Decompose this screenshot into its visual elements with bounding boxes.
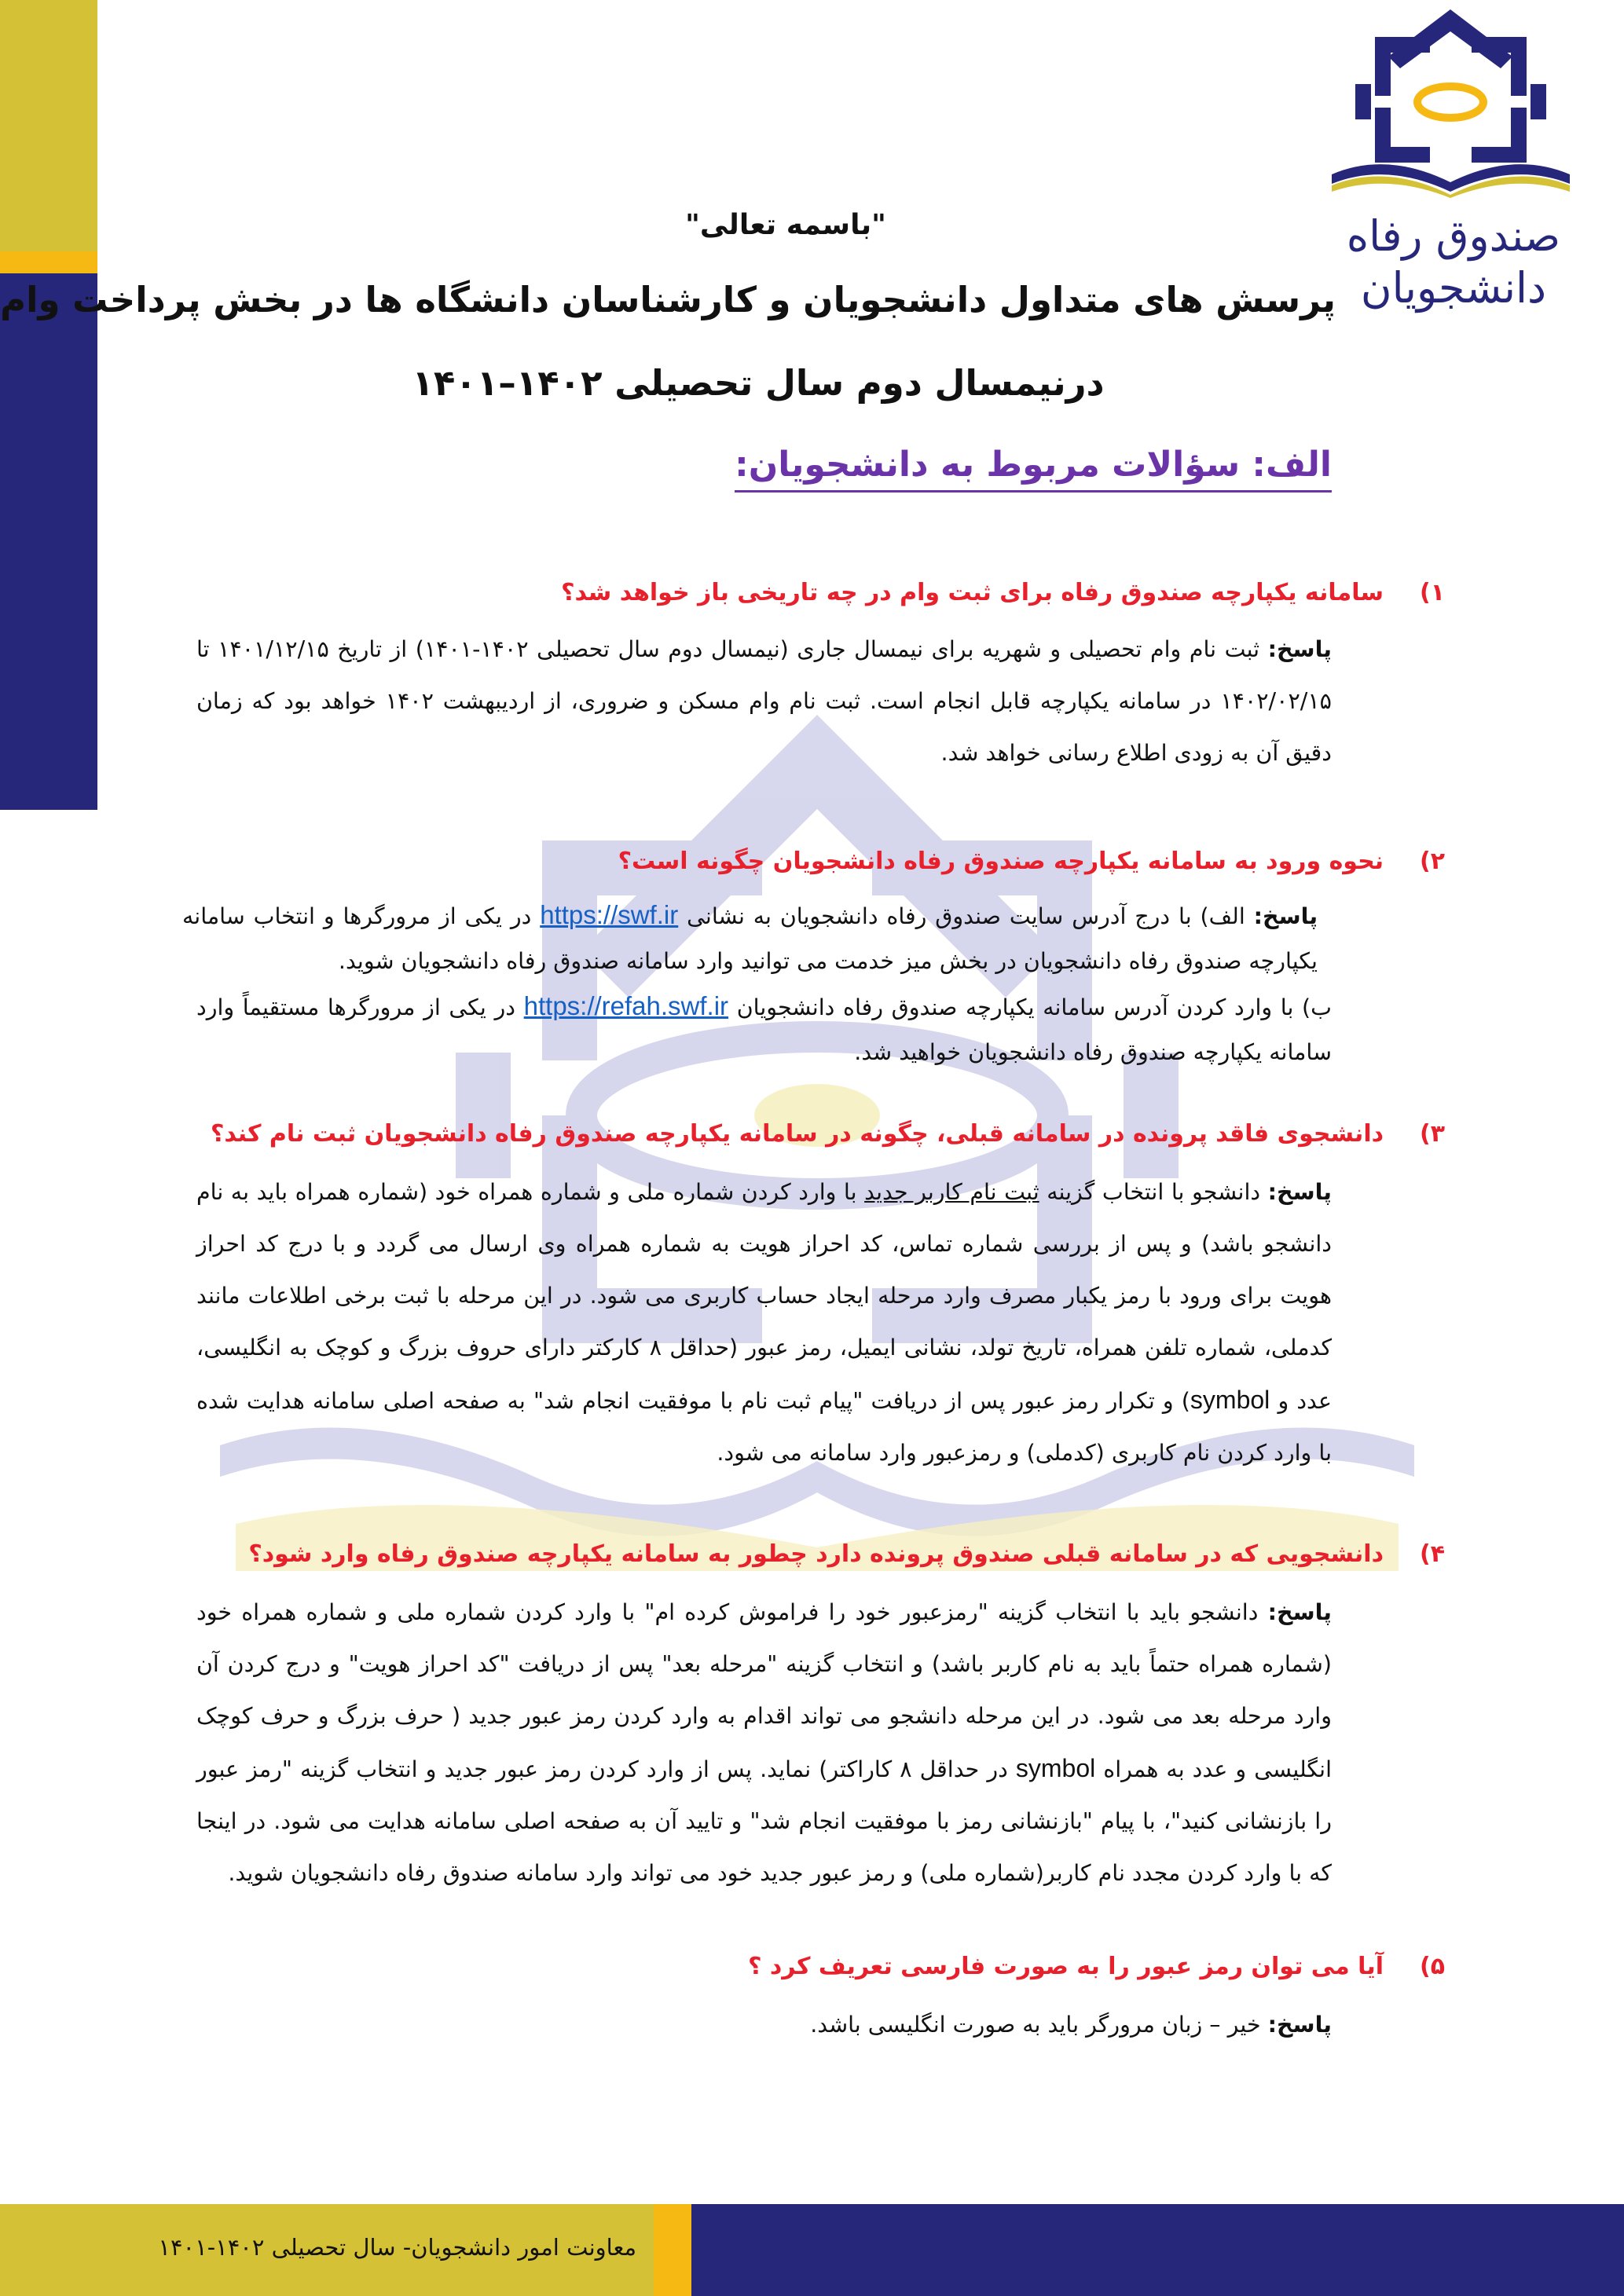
question-number: ۳) xyxy=(1419,1120,1445,1148)
answer-label: پاسخ: xyxy=(1267,2012,1332,2038)
new-user-option: ثبت نام کاربر جدید xyxy=(864,1179,1039,1205)
faq-answer-2b xyxy=(196,983,1332,1075)
question-text: دانشجوی فاقد پرونده در سامانه قبلی، چگونه در سامانه یکپارچه صندوق رفاه دانشجویان ثبت نام کند؟ xyxy=(211,1120,1384,1148)
faq-question-4 xyxy=(248,1537,1445,1572)
faq-answer-4 xyxy=(196,1587,1332,1899)
answer-text-1: دانشجو باید با انتخاب گزینه "رمزعبور خود را فراموش کرده ام" با وارد کردن شماره ملی و شماره همراه خود (شماره همراه حتماً باید به نام کاربر باشد) و انتخاب گزینه "مرحله بعد" پس از دریافت "کد احراز هویت" و درج کردن آن وارد مرحله بعد می شود. در این مرحله دانشجو می تواند اقدام به وارد کردن رمز عبور جدید ( حرف بزرگ و حرف کوچک انگلیسی و عدد به همراه xyxy=(196,1599,1333,1782)
answer-text-2: در حداقل ۸ کاراکتر) نماید. پس از وارد کردن رمز عبور جدید و انتخاب گزینه "رمز عبور را بازنشانی کنید"، با پیام "بازنشانی رمز با موفقیت انجام شد" و تایید آن به صفحه اصلی سامانه هدایت می شود. در اینجا که با وارد کردن مجدد نام کاربر(شماره ملی) و رمز عبور جدید خود می تواند وارد سامانه صندوق رفاه دانشجویان شوید. xyxy=(196,1756,1332,1886)
answer-text: خیر – زبان مرورگر باید به صورت انگلیسی باشد. xyxy=(810,2012,1261,2038)
answer-latin: symbol xyxy=(1190,1386,1270,1414)
brand-line-2: دانشجویان xyxy=(1360,263,1547,313)
question-number: ۵) xyxy=(1419,1953,1445,1980)
faq-answer-3 xyxy=(196,1166,1332,1479)
answer-text-b-1: ب) با وارد کردن آدرس سامانه یکپارچه صندوق رفاه دانشجویان xyxy=(736,994,1333,1020)
page-title-line-1: پرسش های متداول دانشجویان و کارشناسان دانشگاه ها در بخش پرداخت وام xyxy=(0,279,1336,320)
question-text: دانشجویی که در سامانه قبلی صندوق پرونده دارد چطور به سامانه یکپارچه صندوق رفاه وارد شود؟ xyxy=(248,1540,1384,1568)
fund-logo-icon xyxy=(1332,9,1570,198)
brand-line-1: صندوق رفاه xyxy=(1346,211,1561,261)
refah-link[interactable]: https://refah.swf.ir xyxy=(523,991,729,1020)
question-number: ۲) xyxy=(1419,848,1445,875)
left-accent-bar-orange xyxy=(0,251,97,273)
answer-label: پاسخ: xyxy=(1267,1599,1333,1625)
faq-question-1 xyxy=(561,576,1445,610)
faq-question-5 xyxy=(748,1950,1445,1984)
answer-text-a-1: الف) با درج آدرس سایت صندوق رفاه دانشجویان به نشانی xyxy=(687,903,1245,929)
answer-label: پاسخ: xyxy=(1253,903,1318,929)
answer-text-a-2: در یکی از مرورگرها و انتخاب سامانه یکپارچه صندوق رفاه دانشجویان در بخش میز خدمت می توانید وارد سامانه صندوق رفاه دانشجویان شوید. xyxy=(182,903,1318,974)
question-text: نحوه ورود به سامانه یکپارچه صندوق رفاه دانشجویان چگونه است؟ xyxy=(618,848,1384,875)
swf-link[interactable]: https://swf.ir xyxy=(540,900,679,929)
answer-label: پاسخ: xyxy=(1267,1179,1333,1205)
footer-bar-navy xyxy=(691,2204,1624,2296)
answer-label: پاسخ: xyxy=(1267,636,1332,662)
answer-text-1: دانشجو با انتخاب گزینه xyxy=(1047,1179,1261,1205)
answer-text-2: با وارد کردن شماره ملی و شماره همراه خود (شماره همراه باید به نام دانشجو باشد) و پس از بررسی شماره تماس، کد احراز هویت به شماره همراه وی ارسال می گردد و با درج کد احراز هویت برای ورود با رمز یکبار مصرف وارد مرحله ایجاد حساب کاربری می شود. در این مرحله با ثبت برخی اطلاعات مانند کدملی، شماره تلفن همراه، تاریخ تولد، نشانی ایمیل، رمز عبور (حداقل ۸ کارکتر دارای حروف بزرگ و کوچک به انگلیسی، عدد و xyxy=(196,1179,1333,1414)
question-text: آیا می توان رمز عبور را به صورت فارسی تعریف کرد ؟ xyxy=(748,1953,1384,1980)
question-number: ۴) xyxy=(1419,1540,1445,1568)
answer-text: ثبت نام وام تحصیلی و شهریه برای نیمسال جاری (نیمسال دوم سال تحصیلی ۱۴۰۲-۱۴۰۱) از تاریخ ۱۴۰۱/۱۲/۱۵ تا ۱۴۰۲/۰۲/۱۵ در سامانه یکپارچه قابل انجام است. ثبت نام وام مسکن و ضروری، از اردیبهشت ۱۴۰۲ خواهد بود که زمان دقیق آن به زودی اطلاع رسانی خواهد شد. xyxy=(196,636,1332,766)
left-accent-bar-yellow xyxy=(0,0,97,251)
question-number: ۱) xyxy=(1419,579,1445,606)
section-heading: الف: سؤالات مربوط به دانشجویان: xyxy=(735,441,1332,493)
left-accent-bar-navy xyxy=(0,273,97,810)
question-text: سامانه یکپارچه صندوق رفاه برای ثبت وام در چه تاریخی باز خواهد شد؟ xyxy=(561,579,1384,606)
answer-latin: symbol xyxy=(1015,1754,1096,1782)
faq-question-3 xyxy=(211,1117,1445,1152)
footer-text: معاونت امور دانشجویان- سال تحصیلی ۱۴۰۲-۱۴۰۱ xyxy=(158,2234,636,2261)
basmala: "باسمه تعالی" xyxy=(685,209,886,241)
page-title-line-2: درنیمسال دوم سال تحصیلی ۱۴۰۲–۱۴۰۱ xyxy=(412,362,1105,404)
answer-text-b-2: در یکی از مرورگرها مستقیماً وارد سامانه یکپارچه صندوق رفاه دانشجویان خواهید شد. xyxy=(196,994,1332,1065)
faq-answer-2 xyxy=(182,892,1318,983)
answer-text-3: ) و تکرار رمز عبور پس از دریافت "پیام ثبت نام با موفقیت انجام شد" به صفحه اصلی سامانه هدایت شده با وارد کردن نام کاربری (کدملی) و رمزعبور وارد سامانه می شود. xyxy=(196,1388,1332,1466)
faq-answer-5 xyxy=(196,1999,1332,2051)
brand-name xyxy=(1328,211,1579,314)
faq-answer-1 xyxy=(196,624,1332,779)
footer-bar-orange xyxy=(654,2204,691,2296)
faq-question-2 xyxy=(618,844,1445,879)
